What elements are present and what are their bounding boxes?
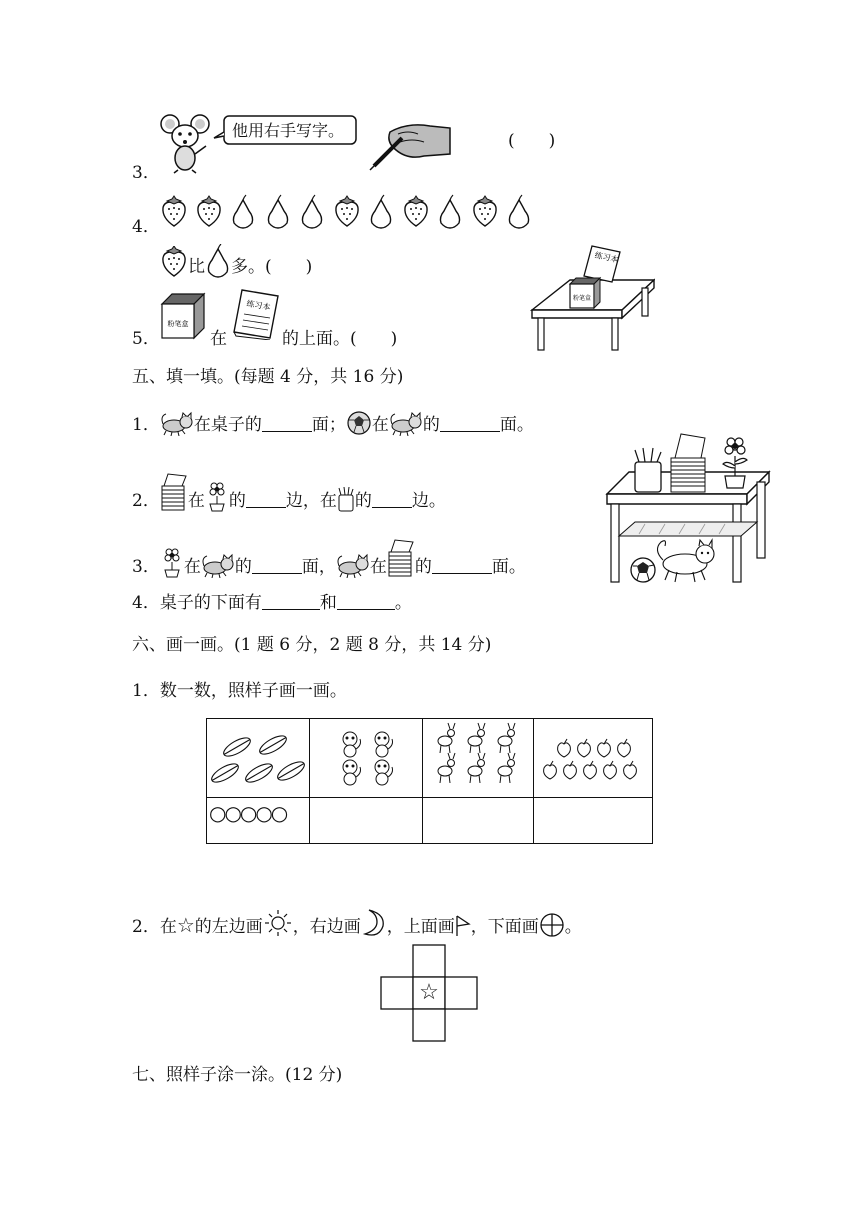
p6-q2-text-e: ，下面画	[470, 917, 539, 937]
p6-q2-text-c: ，右边画	[292, 917, 361, 937]
strawberry-icon	[402, 194, 430, 230]
grid-cell-left[interactable]	[381, 977, 413, 1009]
q5-number: 5．	[132, 329, 160, 349]
p5-q2-blank-1[interactable]	[246, 491, 286, 508]
grid-center-star: ☆	[419, 980, 439, 1005]
pear-icon	[205, 244, 231, 284]
sample-circles: ○○○○○	[209, 801, 287, 825]
circle-cross-icon	[539, 912, 565, 944]
p5-q3-line	[132, 538, 526, 577]
p5-q3-text-d: 在	[369, 557, 387, 577]
book-stack-icon	[160, 472, 188, 518]
monkeys-cell	[310, 719, 423, 798]
p5-q3-number: 3．	[132, 557, 160, 577]
p6-q2-number: 2．	[132, 917, 160, 937]
p6-q1-line	[132, 680, 347, 702]
p5-q4-text-b: 和	[319, 593, 337, 613]
p6-q2-text-a: 在	[159, 917, 177, 937]
grid-cell-right[interactable]	[445, 977, 477, 1009]
p5-q1-blank-2[interactable]	[440, 415, 500, 432]
fruit-row	[160, 192, 540, 234]
p6-q1-text: 数一数，照样子画一画。	[159, 681, 347, 701]
pear-icon	[367, 194, 395, 230]
sample-circles-cell	[207, 798, 310, 844]
p5-q4-blank-2[interactable]	[337, 593, 395, 610]
compare-bi-text: 比	[188, 257, 205, 277]
pencil-cup-icon	[337, 486, 355, 518]
cross-grid	[380, 944, 478, 1042]
speech-bubble	[210, 114, 360, 148]
p5-q2-text-d: 的	[354, 491, 372, 511]
desk-book-label: 练习本	[593, 250, 620, 265]
pear-icon	[505, 194, 533, 230]
p6-q2-line	[132, 908, 582, 938]
p5-q4-text-a: 桌子的下面有	[159, 593, 262, 613]
p5-q2-text-e: 边。	[411, 491, 446, 511]
p5-q2-text-b: 的	[228, 491, 246, 511]
answer-cell-deer[interactable]	[423, 798, 534, 844]
writing-hand-icon	[368, 120, 453, 172]
desk-with-book-illustration	[530, 240, 655, 352]
p5-q2-number: 2．	[132, 491, 160, 511]
strawberry-icon	[195, 194, 223, 230]
cat-icon	[389, 410, 423, 442]
pear-icon	[436, 194, 464, 230]
desk-scene-illustration	[605, 432, 773, 584]
chalk-box-icon	[160, 292, 206, 340]
pear-icon	[264, 194, 292, 230]
p5-q2-text-c: 边，在	[285, 491, 337, 511]
grid-cell-top[interactable]	[413, 945, 445, 977]
q4-number: 4．	[132, 217, 160, 237]
p5-q1-text-a: 在桌子的	[193, 415, 262, 435]
count-draw-table	[206, 718, 653, 844]
q4-compare-line	[160, 244, 312, 278]
cat-icon	[160, 410, 194, 442]
flower-pot-icon	[160, 548, 184, 584]
p5-q3-text-f: 面。	[491, 557, 526, 577]
p5-q3-text-c: 面，	[301, 557, 336, 577]
p6-q1-number: 1．	[132, 681, 160, 701]
p6-q2-text-d: ，上面画	[386, 917, 455, 937]
p5-q2-line	[132, 472, 446, 511]
flag-icon	[455, 914, 471, 944]
strawberry-icon	[160, 246, 188, 284]
star-glyph: ☆	[176, 913, 195, 937]
section-6-heading: 六、画一画。(1 题 6 分，2 题 8 分，共 14 分)	[132, 635, 492, 655]
cat-icon	[201, 552, 235, 584]
p5-q1-text-c: 在	[371, 415, 389, 435]
p5-q4-blank-1[interactable]	[262, 593, 320, 610]
p5-q1-text-b: 面；	[311, 415, 346, 435]
answer-cell-peaches[interactable]	[534, 798, 653, 844]
compare-duo-text: 多。( )	[231, 257, 313, 277]
section-5-heading: 五、填一填。(每题 4 分，共 16 分)	[132, 367, 404, 387]
p5-q4-line	[132, 592, 412, 614]
deer-cell	[423, 719, 534, 798]
desk-box-label: 粉笔盒	[572, 295, 592, 302]
p5-q1-text-d: 的	[422, 415, 440, 435]
ball-icon	[346, 410, 372, 442]
cat-icon	[336, 552, 370, 584]
exercise-book-label: 练习本	[245, 299, 272, 313]
p5-q1-line	[132, 410, 534, 444]
q5-zai-text: 在	[210, 329, 227, 349]
p5-q3-blank-1[interactable]	[252, 557, 302, 574]
p5-q1-number: 1．	[132, 415, 160, 435]
strawberry-icon	[160, 194, 188, 230]
section-7-heading: 七、照样子涂一涂。(12 分)	[132, 1065, 343, 1085]
q3-number: 3．	[132, 163, 160, 183]
chalk-box-label: 粉笔盒	[167, 320, 189, 328]
pear-icon	[298, 194, 326, 230]
flower-pot-icon	[205, 482, 229, 518]
speech-text: 他用右手写字。	[232, 121, 345, 140]
q5-tail-text: 的上面。( )	[282, 329, 398, 349]
peaches-cell	[534, 719, 653, 798]
exercise-book-icon	[232, 286, 280, 340]
p5-q3-blank-2[interactable]	[432, 557, 492, 574]
answer-cell-monkeys[interactable]	[310, 798, 423, 844]
p5-q1-blank-1[interactable]	[262, 415, 312, 432]
q3-answer-paren[interactable]: ( )	[508, 131, 556, 151]
p5-q3-text-b: 的	[234, 557, 252, 577]
p5-q4-number: 4．	[132, 593, 160, 613]
p5-q4-text-c: 。	[394, 593, 412, 613]
p5-q3-text-a: 在	[183, 557, 201, 577]
moon-icon	[361, 908, 387, 944]
p5-q1-text-e: 面。	[499, 415, 534, 435]
grid-cell-bottom[interactable]	[413, 1009, 445, 1041]
strawberry-icon	[333, 194, 361, 230]
p6-q2-text-b: 的左边画	[194, 917, 263, 937]
p5-q2-text-a: 在	[187, 491, 205, 511]
strawberry-icon	[471, 194, 499, 230]
sun-icon	[263, 908, 293, 944]
leaves-cell	[207, 719, 310, 798]
book-stack-icon	[387, 538, 415, 584]
p5-q2-blank-2[interactable]	[372, 491, 412, 508]
pear-icon	[229, 194, 257, 230]
p6-q2-text-f: 。	[564, 917, 582, 937]
p5-q3-text-e: 的	[414, 557, 432, 577]
